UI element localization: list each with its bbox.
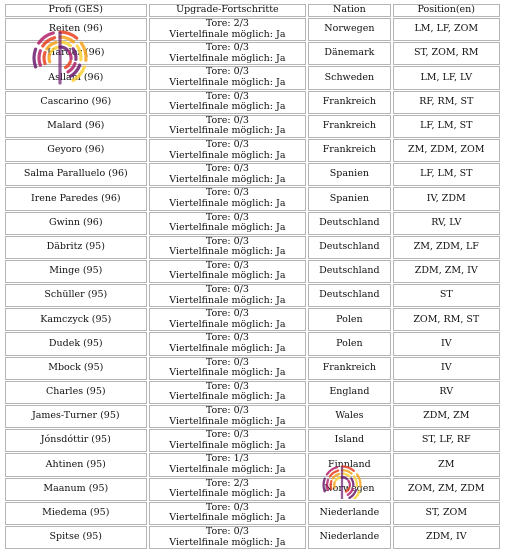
goals-progress: Tore: 0/3: [150, 237, 306, 248]
goals-progress: Tore: 0/3: [150, 164, 306, 175]
quarterfinal-status: Viertelfinale möglich: Ja: [150, 441, 306, 452]
upgrade-progress-cell: [149, 115, 307, 138]
nation-text: Finnland: [309, 460, 389, 471]
player-name-text: Gwinn (96): [6, 218, 146, 229]
positions-cell: [393, 429, 500, 452]
goals-progress: Tore: 0/3: [150, 140, 306, 151]
positions-text: ST: [394, 290, 499, 301]
upgrade-progress-cell: [149, 308, 307, 331]
player-name-text: Cascarino (96): [6, 97, 146, 108]
quarterfinal-status: Viertelfinale möglich: Ja: [150, 223, 306, 234]
player-name-cell: [5, 381, 147, 404]
goals-progress: Tore: 0/3: [150, 406, 306, 417]
nation-cell: [308, 212, 390, 235]
quarterfinal-status: Viertelfinale möglich: Ja: [150, 489, 306, 500]
table-row: [5, 332, 500, 355]
upgrade-progress-cell: [149, 357, 307, 380]
nation-text: England: [309, 387, 389, 398]
upgrade-progress-cell: [149, 453, 307, 476]
upgrade-progress-cell: [149, 66, 307, 89]
table-row: [5, 18, 500, 41]
positions-cell: [393, 139, 500, 162]
upgrade-progress-cell: [149, 260, 307, 283]
nation-text: Deutschland: [309, 218, 389, 229]
table-row: [5, 502, 500, 525]
nation-cell: [308, 308, 390, 331]
upgrade-progress-cell: [149, 381, 307, 404]
player-name-cell: [5, 405, 147, 428]
player-name-cell: [5, 502, 147, 525]
table-row: [5, 429, 500, 452]
positions-cell: [393, 357, 500, 380]
positions-text: ZM, ZDM, LF: [394, 242, 499, 253]
quarterfinal-status: Viertelfinale möglich: Ja: [150, 247, 306, 258]
nation-cell: [308, 260, 390, 283]
positions-cell: [393, 212, 500, 235]
quarterfinal-status: Viertelfinale möglich: Ja: [150, 392, 306, 403]
positions-cell: [393, 332, 500, 355]
nation-cell: [308, 18, 390, 41]
positions-text: ZM, ZDM, ZOM: [394, 145, 499, 156]
goals-progress: Tore: 0/3: [150, 188, 306, 199]
table-row: [5, 405, 500, 428]
nation-cell: [308, 332, 390, 355]
positions-text: ZDM, ZM: [394, 411, 499, 422]
table-row: [5, 212, 500, 235]
goals-progress: Tore: 1/3: [150, 454, 306, 465]
table-row: [5, 357, 500, 380]
nation-text: Wales: [309, 411, 389, 422]
positions-text: ZOM, ZM, ZDM: [394, 484, 499, 495]
positions-text: ST, ZOM: [394, 508, 499, 519]
upgrade-progress-cell: [149, 332, 307, 355]
nation-cell: [308, 284, 390, 307]
table-row: [5, 236, 500, 259]
player-name-text: Harder (96): [6, 48, 146, 59]
table-row: [5, 91, 500, 114]
positions-cell: [393, 502, 500, 525]
positions-text: IV: [394, 339, 499, 350]
goals-progress: Tore: 0/3: [150, 309, 306, 320]
header-nation: Nation: [308, 4, 390, 17]
positions-cell: [393, 163, 500, 186]
player-name-text: Minge (95): [6, 266, 146, 277]
nation-cell: [308, 236, 390, 259]
nation-text: Deutschland: [309, 290, 389, 301]
nation-cell: [308, 429, 390, 452]
nation-text: Norwegen: [309, 484, 389, 495]
table-row: [5, 381, 500, 404]
positions-text: LM, LF, LV: [394, 73, 499, 84]
player-name-text: Geyoro (96): [6, 145, 146, 156]
quarterfinal-status: Viertelfinale möglich: Ja: [150, 465, 306, 476]
positions-text: RV: [394, 387, 499, 398]
table-row: [5, 260, 500, 283]
goals-progress: Tore: 0/3: [150, 382, 306, 393]
header-positions: Position(en): [393, 4, 500, 17]
quarterfinal-status: Viertelfinale möglich: Ja: [150, 54, 306, 65]
quarterfinal-status: Viertelfinale möglich: Ja: [150, 344, 306, 355]
player-name-cell: [5, 453, 147, 476]
player-name-cell: [5, 478, 147, 501]
player-name-text: Salma Paralluelo (96): [6, 169, 146, 180]
positions-cell: [393, 526, 500, 549]
player-name-text: Reiten (96): [6, 24, 146, 35]
nation-cell: [308, 405, 390, 428]
positions-text: LF, LM, ST: [394, 169, 499, 180]
positions-cell: [393, 18, 500, 41]
nation-cell: [308, 502, 390, 525]
positions-cell: [393, 284, 500, 307]
nation-text: Deutschland: [309, 242, 389, 253]
table-row: [5, 453, 500, 476]
player-name-cell: [5, 332, 147, 355]
positions-cell: [393, 42, 500, 65]
header-player: Profi (GES): [5, 4, 147, 17]
upgrade-progress-cell: [149, 187, 307, 210]
quarterfinal-status: Viertelfinale möglich: Ja: [150, 126, 306, 137]
player-name-cell: [5, 91, 147, 114]
positions-cell: [393, 308, 500, 331]
goals-progress: Tore: 0/3: [150, 92, 306, 103]
player-name-cell: [5, 260, 147, 283]
goals-progress: Tore: 2/3: [150, 19, 306, 30]
nation-text: Frankreich: [309, 121, 389, 132]
player-name-cell: [5, 212, 147, 235]
nation-cell: [308, 187, 390, 210]
table-row: [5, 42, 500, 65]
quarterfinal-status: Viertelfinale möglich: Ja: [150, 102, 306, 113]
goals-progress: Tore: 2/3: [150, 479, 306, 490]
nation-text: Frankreich: [309, 145, 389, 156]
positions-cell: [393, 115, 500, 138]
quarterfinal-status: Viertelfinale möglich: Ja: [150, 175, 306, 186]
positions-cell: [393, 260, 500, 283]
quarterfinal-status: Viertelfinale möglich: Ja: [150, 151, 306, 162]
goals-progress: Tore: 0/3: [150, 116, 306, 127]
nation-text: Niederlande: [309, 532, 389, 543]
player-name-text: Schüller (95): [6, 290, 146, 301]
quarterfinal-status: Viertelfinale möglich: Ja: [150, 538, 306, 549]
positions-text: ST, ZOM, RM: [394, 48, 499, 59]
table-row: [5, 478, 500, 501]
goals-progress: Tore: 0/3: [150, 503, 306, 514]
player-name-cell: [5, 429, 147, 452]
positions-text: RV, LV: [394, 218, 499, 229]
player-name-cell: [5, 115, 147, 138]
nation-cell: [308, 66, 390, 89]
upgrade-progress-cell: [149, 526, 307, 549]
player-name-cell: [5, 42, 147, 65]
player-name-text: James-Turner (95): [6, 411, 146, 422]
quarterfinal-status: Viertelfinale möglich: Ja: [150, 296, 306, 307]
nation-text: Island: [309, 435, 389, 446]
player-name-text: Spitse (95): [6, 532, 146, 543]
positions-text: ZM: [394, 460, 499, 471]
positions-text: IV: [394, 363, 499, 374]
nation-text: Norwegen: [309, 24, 389, 35]
nation-cell: [308, 381, 390, 404]
nation-cell: [308, 526, 390, 549]
upgrade-progress-cell: [149, 236, 307, 259]
player-name-text: Maanum (95): [6, 484, 146, 495]
nation-cell: [308, 139, 390, 162]
player-name-text: Charles (95): [6, 387, 146, 398]
nation-text: Schweden: [309, 73, 389, 84]
positions-text: ST, LF, RF: [394, 435, 499, 446]
upgrade-progress-cell: [149, 139, 307, 162]
upgrade-progress-cell: [149, 163, 307, 186]
player-name-text: Miedema (95): [6, 508, 146, 519]
table-row: [5, 308, 500, 331]
player-name-text: Dudek (95): [6, 339, 146, 350]
positions-cell: [393, 478, 500, 501]
player-upgrade-table: [3, 3, 502, 550]
player-name-cell: [5, 236, 147, 259]
nation-text: Dänemark: [309, 48, 389, 59]
player-name-text: Irene Paredes (96): [6, 194, 146, 205]
player-name-cell: [5, 284, 147, 307]
quarterfinal-status: Viertelfinale möglich: Ja: [150, 271, 306, 282]
positions-cell: [393, 66, 500, 89]
table-header-row: [5, 4, 500, 17]
positions-text: LF, LM, ST: [394, 121, 499, 132]
nation-cell: [308, 91, 390, 114]
nation-cell: [308, 115, 390, 138]
upgrade-progress-cell: [149, 478, 307, 501]
nation-text: Frankreich: [309, 363, 389, 374]
quarterfinal-status: Viertelfinale möglich: Ja: [150, 78, 306, 89]
nation-text: Polen: [309, 339, 389, 350]
goals-progress: Tore: 0/3: [150, 527, 306, 538]
upgrade-progress-cell: [149, 42, 307, 65]
quarterfinal-status: Viertelfinale möglich: Ja: [150, 513, 306, 524]
goals-progress: Tore: 0/3: [150, 358, 306, 369]
player-name-text: Kamczyck (95): [6, 315, 146, 326]
table-row: [5, 115, 500, 138]
table-row: [5, 187, 500, 210]
quarterfinal-status: Viertelfinale möglich: Ja: [150, 417, 306, 428]
positions-text: LM, LF, ZOM: [394, 24, 499, 35]
goals-progress: Tore: 0/3: [150, 261, 306, 272]
table-row: [5, 526, 500, 549]
table-body: [5, 18, 500, 549]
quarterfinal-status: Viertelfinale möglich: Ja: [150, 199, 306, 210]
player-name-cell: [5, 163, 147, 186]
upgrade-progress-cell: [149, 212, 307, 235]
nation-text: Frankreich: [309, 97, 389, 108]
quarterfinal-status: Viertelfinale möglich: Ja: [150, 368, 306, 379]
nation-text: Spanien: [309, 169, 389, 180]
table-row: [5, 66, 500, 89]
upgrade-progress-cell: [149, 284, 307, 307]
player-name-text: Däbritz (95): [6, 242, 146, 253]
positions-text: ZOM, RM, ST: [394, 315, 499, 326]
upgrade-progress-cell: [149, 502, 307, 525]
player-name-cell: [5, 357, 147, 380]
goals-progress: Tore: 0/3: [150, 67, 306, 78]
upgrade-progress-cell: [149, 429, 307, 452]
upgrade-progress-cell: [149, 18, 307, 41]
positions-text: RF, RM, ST: [394, 97, 499, 108]
nation-cell: [308, 163, 390, 186]
goals-progress: Tore: 0/3: [150, 430, 306, 441]
nation-cell: [308, 357, 390, 380]
nation-text: Spanien: [309, 194, 389, 205]
quarterfinal-status: Viertelfinale möglich: Ja: [150, 30, 306, 41]
goals-progress: Tore: 0/3: [150, 285, 306, 296]
nation-text: Niederlande: [309, 508, 389, 519]
positions-text: ZDM, IV: [394, 532, 499, 543]
quarterfinal-status: Viertelfinale möglich: Ja: [150, 320, 306, 331]
upgrade-progress-cell: [149, 91, 307, 114]
positions-cell: [393, 236, 500, 259]
goals-progress: Tore: 0/3: [150, 213, 306, 224]
nation-cell: [308, 42, 390, 65]
goals-progress: Tore: 0/3: [150, 43, 306, 54]
positions-cell: [393, 381, 500, 404]
table-row: [5, 284, 500, 307]
player-name-cell: [5, 66, 147, 89]
header-upgrade-progress: Upgrade-Fortschritte: [149, 4, 307, 17]
positions-cell: [393, 187, 500, 210]
positions-cell: [393, 453, 500, 476]
player-name-cell: [5, 308, 147, 331]
positions-text: ZDM, ZM, IV: [394, 266, 499, 277]
positions-cell: [393, 91, 500, 114]
upgrade-progress-cell: [149, 405, 307, 428]
nation-text: Deutschland: [309, 266, 389, 277]
positions-text: IV, ZDM: [394, 194, 499, 205]
player-name-cell: [5, 18, 147, 41]
player-name-text: Asllani (96): [6, 73, 146, 84]
player-name-text: Mbock (95): [6, 363, 146, 374]
nation-cell: [308, 478, 390, 501]
table-row: [5, 139, 500, 162]
table-row: [5, 163, 500, 186]
nation-text: Polen: [309, 315, 389, 326]
player-name-cell: [5, 187, 147, 210]
player-name-text: Ahtinen (95): [6, 460, 146, 471]
goals-progress: Tore: 0/3: [150, 333, 306, 344]
player-name-text: Jónsdóttir (95): [6, 435, 146, 446]
positions-cell: [393, 405, 500, 428]
player-name-text: Malard (96): [6, 121, 146, 132]
player-name-cell: [5, 526, 147, 549]
player-name-cell: [5, 139, 147, 162]
nation-cell: [308, 453, 390, 476]
